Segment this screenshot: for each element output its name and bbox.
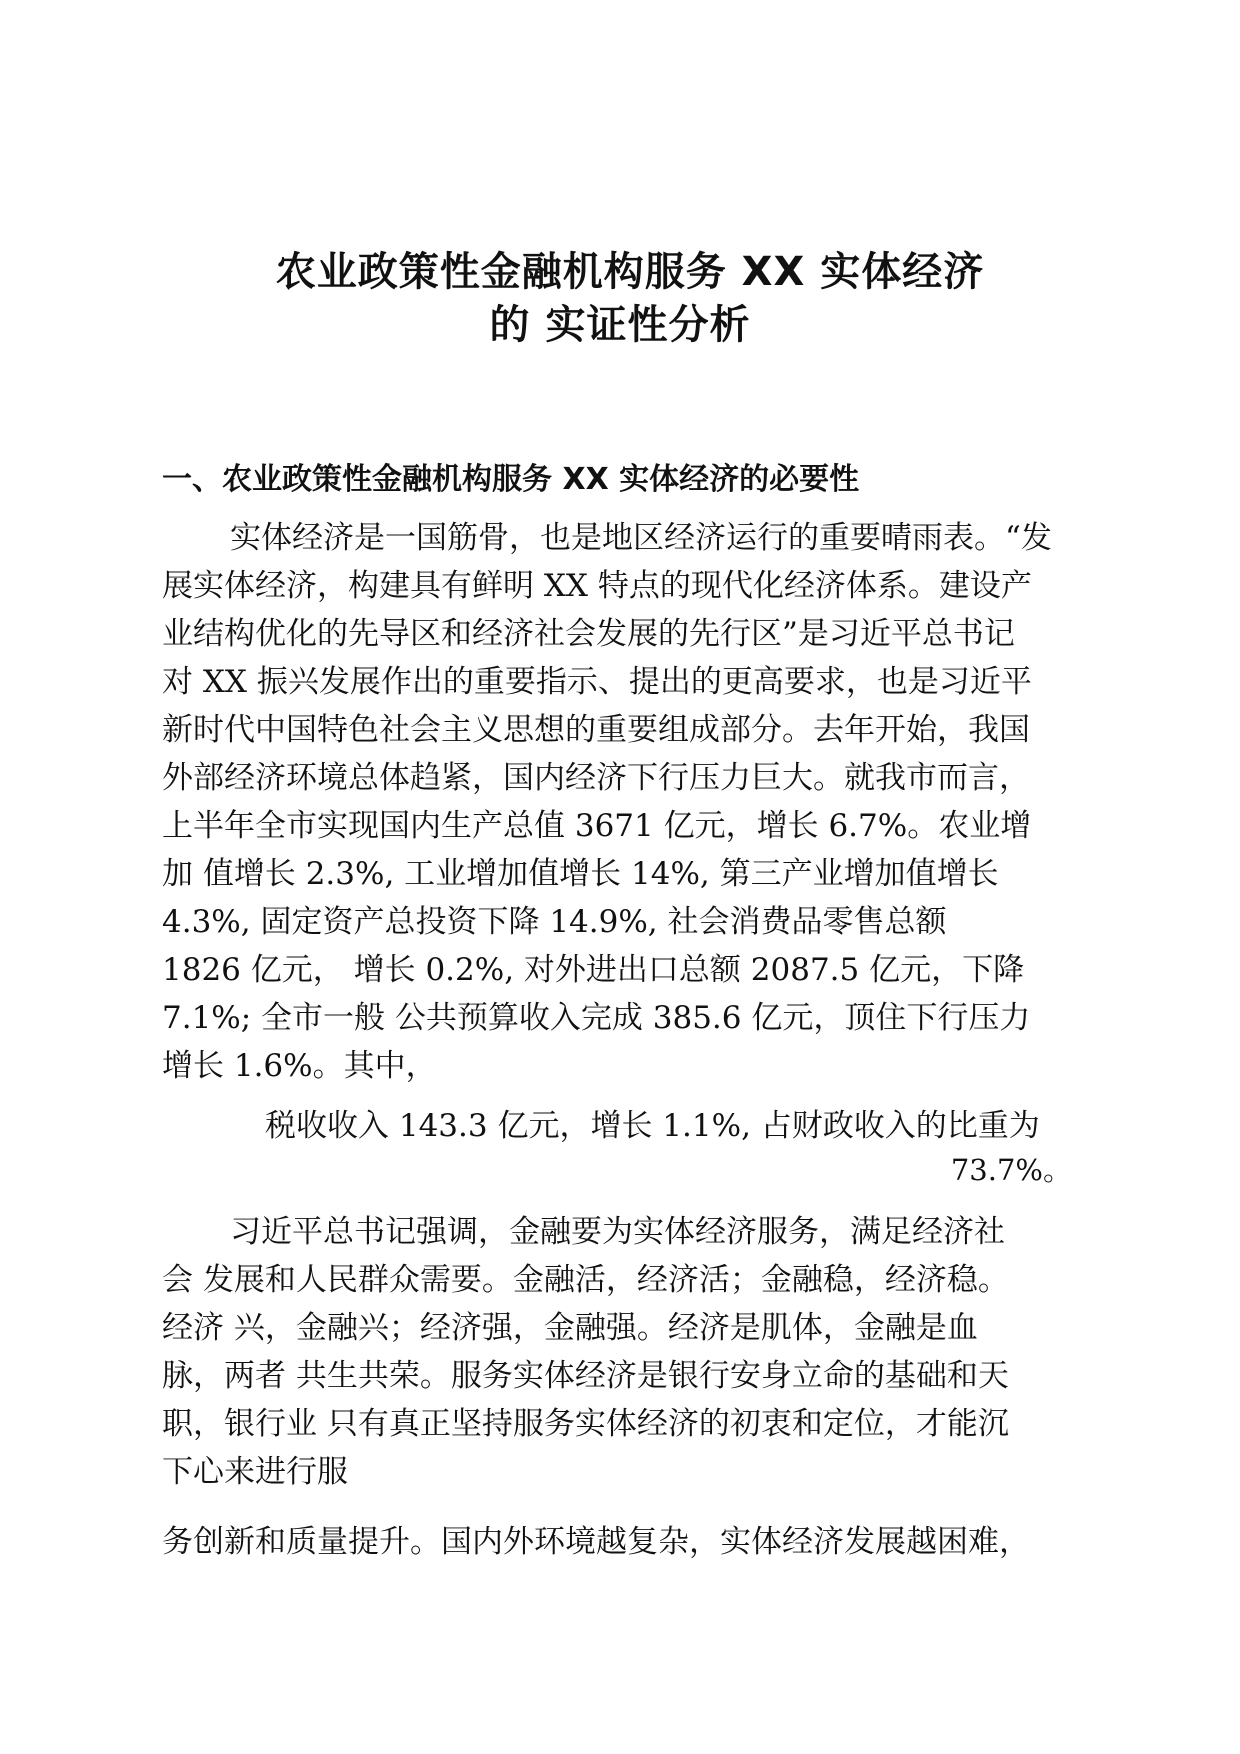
paragraph-1-line: 外部经济环境总体趋紧，国内经济下行压力巨大。就我市而言， — [162, 760, 1030, 796]
document-title-line-1: 农业政策性金融机构服务 XX 实体经济 — [275, 249, 985, 295]
paragraph-1-line: 实体经济是一国筋骨，也是地区经济运行的重要晴雨表。“发 — [230, 520, 1052, 556]
paragraph-1-line: 7.1%; 全市一般 公共预算收入完成 385.6 亿元，顶住下行压力 — [162, 1000, 1031, 1036]
section-heading: 一、农业政策性金融机构服务 XX 实体经济的必要性 — [162, 462, 860, 497]
paragraph-3-line: 务创新和质量提升。国内外环境越复杂，实体经济发展越困难， — [162, 1524, 1030, 1560]
paragraph-1-line: 加 值增长 2.3%, 工业增加值增长 14%, 第三产业增加值增长 — [162, 856, 999, 892]
paragraph-1-line: 对 XX 振兴发展作出的重要指示、提出的更高要求，也是习近平 — [162, 664, 1032, 700]
document-title-line-2: 的 实证性分析 — [489, 302, 751, 348]
paragraph-2-line: 下心来进行服 — [162, 1454, 348, 1490]
tax-revenue-line-end: 73.7%。 — [950, 1153, 1072, 1187]
paragraph-2-line: 经济 兴，金融兴；经济强，金融强。经济是肌体，金融是血 — [162, 1310, 978, 1346]
tax-revenue-line: 税收收入 143.3 亿元，增长 1.1%, 占财政收入的比重为 — [265, 1108, 1040, 1144]
paragraph-1-line: 增长 1.6%。其中， — [162, 1048, 437, 1084]
paragraph-2-line: 会 发展和人民群众需要。金融活，经济活；金融稳，经济稳。 — [162, 1262, 1009, 1298]
paragraph-1-line: 展实体经济，构建具有鲜明 XX 特点的现代化经济体系。建设产 — [162, 568, 1032, 604]
paragraph-1-line: 新时代中国特色社会主义思想的重要组成部分。去年开始，我国 — [162, 712, 1030, 748]
paragraph-1-line: 1826 亿元， 增长 0.2%, 对外进出口总额 2087.5 亿元，下降 — [162, 952, 1025, 988]
paragraph-2-line: 脉，两者 共生共荣。服务实体经济是银行安身立命的基础和天 — [162, 1358, 1009, 1394]
paragraph-2-line: 职，银行业 只有真正坚持服务实体经济的初衷和定位，才能沉 — [162, 1406, 1009, 1442]
paragraph-1-line: 业结构优化的先导区和经济社会发展的先行区”是习近平总书记 — [162, 616, 1015, 652]
paragraph-2-line: 习近平总书记强调，金融要为实体经济服务，满足经济社 — [230, 1214, 1005, 1250]
paragraph-1-line: 4.3%, 固定资产总投资下降 14.9%, 社会消费品零售总额 — [162, 904, 947, 940]
paragraph-1-line: 上半年全市实现国内生产总值 3671 亿元，增长 6.7%。农业增 — [162, 808, 1032, 844]
